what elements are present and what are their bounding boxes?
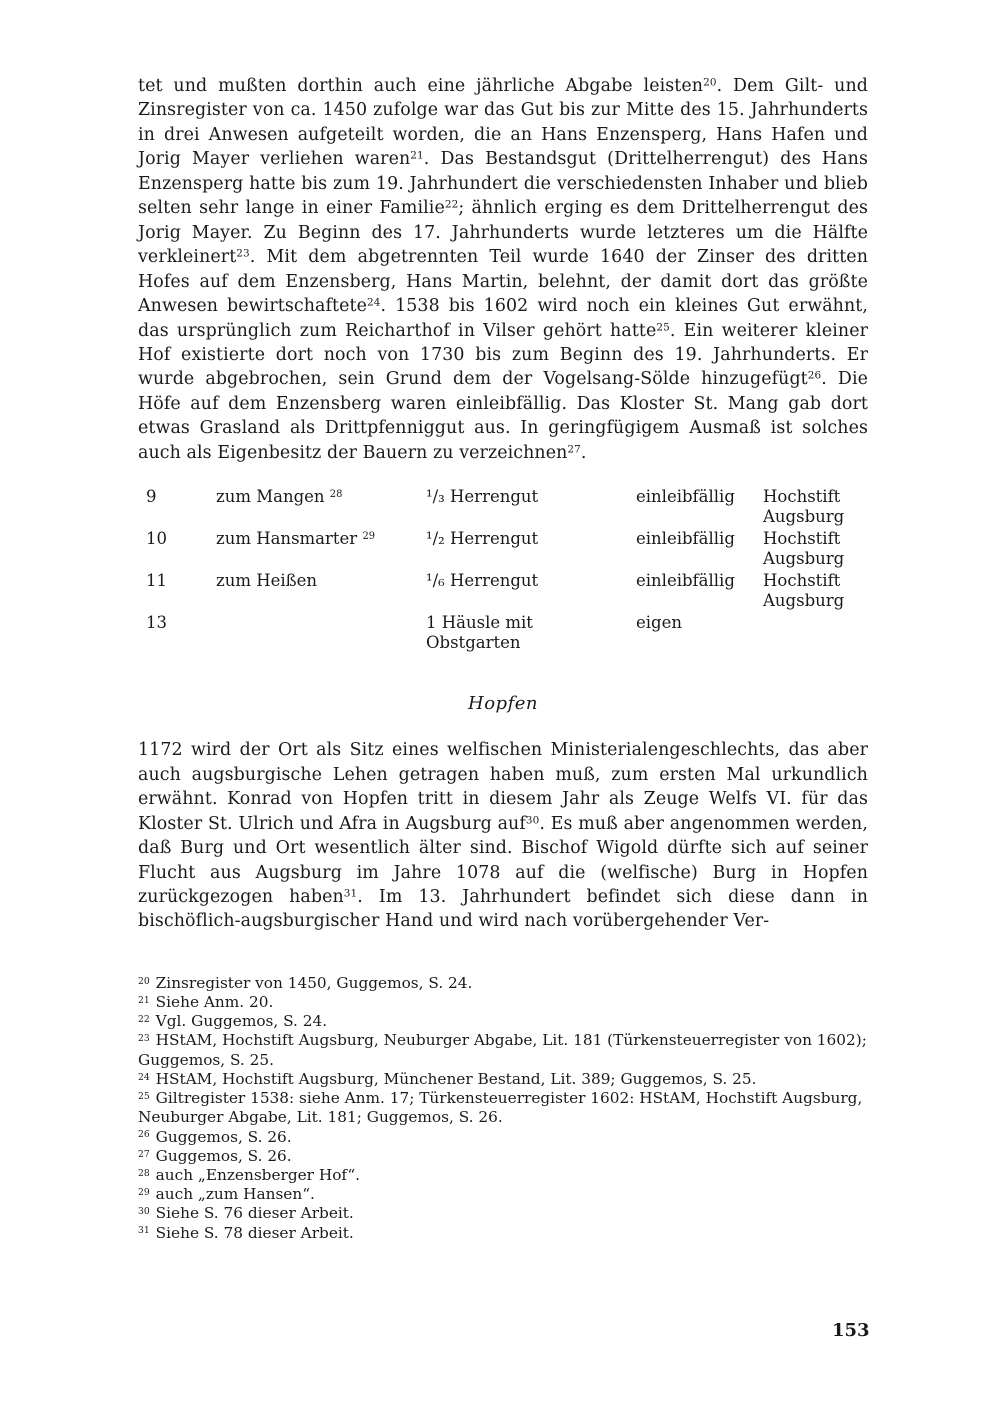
- footnote-text: auch „zum Hansen“.: [155, 1185, 315, 1204]
- footnote: [138, 1204, 868, 1223]
- footnote-number: 20: [138, 975, 150, 987]
- footnote: [138, 1128, 868, 1147]
- holding-status: einleibfällig: [636, 529, 735, 549]
- footnote-text: Giltregister 1538: siehe Anm. 17; Türkensteuerregister 1602: HStAM, Hochstift Augsburg, Neuburger Abgabe, Lit. 181; Guggemos, S. 26.: [138, 1089, 863, 1127]
- holding-owner: Hochstift Augsburg: [763, 487, 845, 527]
- footnote: [138, 1185, 868, 1204]
- holding-type: ¹/₆ Herrengut: [426, 571, 539, 591]
- footnote-number: 29: [138, 1186, 150, 1198]
- footnote-ref: 20: [703, 76, 717, 89]
- holding-name-text: zum Hansmarter: [216, 529, 358, 549]
- footnote-number: 30: [138, 1206, 150, 1218]
- footnote-ref: 21: [410, 149, 424, 162]
- footnote-text: auch „Enzensberger Hof“.: [155, 1165, 361, 1184]
- text-run: . Ein weiterer kleiner Hof existierte dort noch von 1730 bis zum Beginn des 19. Jahrhunderts. Er wurde abgebrochen, sein Grund dem der Vogelsang-Sölde hinzugefügt: [138, 320, 868, 390]
- text-run: 1172 wird der Ort als Sitz eines welfischen Ministerialengeschlechts, das aber auch augsburgische Lehen getragen haben muß, zum ersten Mal urkundlich erwähnt. Konrad von Hopfen tritt in diesem Jahr als Zeuge Welfs VI. für das Kloster St. Ulrich und Afra in Augsburg auf: [138, 740, 868, 834]
- footnote: [138, 1166, 868, 1185]
- text-run: . Es muß aber angenommen werden, daß Burg und Ort wesentlich älter sind. Bischof Wigold dürfte sich auf seiner Flucht aus Augsburg im Jahre 1078 auf die (welfische) Burg in Hopfen zurückgezogen haben: [138, 813, 868, 907]
- footnote-text: HStAM, Hochstift Augsburg, Neuburger Abgabe, Lit. 181 (Türkensteuerregister von 1602); Guggemos, S. 25.: [138, 1031, 867, 1069]
- holding-row: [138, 613, 868, 663]
- holding-status: eigen: [636, 613, 682, 633]
- holding-owner: Hochstift Augsburg: [763, 571, 845, 611]
- holding-type: ¹/₂ Herrengut: [426, 529, 539, 549]
- holding-row: [138, 571, 868, 613]
- footnote: [138, 993, 868, 1012]
- holding-type: 1 Häusle mit Obstgarten: [426, 613, 533, 653]
- footnote-ref: 24: [366, 296, 381, 309]
- holding-owner: Hochstift Augsburg: [763, 529, 845, 569]
- footnote-text: Guggemos, S. 26.: [155, 1146, 292, 1165]
- footnote-number: 22: [138, 1014, 150, 1026]
- footnote-text: Guggemos, S. 26.: [155, 1127, 292, 1146]
- holding-number: 11: [146, 571, 167, 591]
- footnote-ref: 30: [525, 813, 540, 826]
- holding-number: 9: [146, 487, 157, 507]
- holding-name-text: zum Heißen: [216, 571, 318, 591]
- footnote: [138, 974, 868, 993]
- footnotes: [138, 974, 868, 1243]
- holding-row: [138, 529, 868, 571]
- footnote: [138, 1012, 868, 1031]
- text-run: . Dem Gilt- und Zinsregister von ca. 1450 zufolge war das Gut bis zur Mitte des 15. Jahrhunderts in drei Anwesen aufgeteilt worden, die an Hans Enzensperg, Hans Hafen und Jorig Mayer verliehen waren: [138, 76, 868, 170]
- text-run: .: [580, 442, 587, 463]
- footnote-text: HStAM, Hochstift Augsburg, Münchener Bestand, Lit. 389; Guggemos, S. 25.: [155, 1069, 757, 1088]
- holding-name: [216, 571, 416, 591]
- footnote-text: Siehe Anm. 20.: [155, 993, 274, 1012]
- holding-name: [216, 529, 416, 549]
- footnote-number: 28: [138, 1167, 150, 1179]
- text-run: . 1538 bis 1602 wird noch ein kleines Gut erwähnt, das ursprünglich zum Reicharthof in Vilser gehört hatte: [138, 296, 868, 341]
- holding-type: ¹/₃ Herrengut: [426, 487, 539, 507]
- footnote-ref: 26: [807, 369, 822, 382]
- holdings-table: [138, 487, 868, 663]
- text-run: . Die Höfe auf dem Enzensberg waren einleibfällig. Das Kloster St. Mang gab dort etwas Grasland als Drittpfenniggut aus. In geringfügigem Ausmaß ist solches auch als Eigenbesitz der Bauern zu verzeichnen: [138, 369, 868, 463]
- footnote: [138, 1147, 868, 1166]
- footnote-number: 21: [138, 994, 150, 1006]
- footnote-ref: 22: [444, 198, 459, 211]
- page-content: [138, 74, 868, 1243]
- footnote-number: 31: [138, 1225, 150, 1237]
- footnote: [138, 1070, 868, 1089]
- holding-status: einleibfällig: [636, 571, 735, 591]
- footnote-number: 26: [138, 1129, 150, 1141]
- footnote-ref: 27: [567, 443, 581, 456]
- footnote: [138, 1224, 868, 1243]
- text-run: . Das Bestandsgut (Drittelherrengut) des Hans Enzensperg hatte bis zum 19. Jahrhundert die verschiedensten Inhaber und blieb selten sehr lange in einer Familie: [138, 149, 868, 219]
- holding-status: einleibfällig: [636, 487, 735, 507]
- text-run: . Im 13. Jahrhundert befindet sich diese dann in bischöflich-augsburgischer Hand und wird nach vorübergehender Ver-: [138, 886, 868, 932]
- footnote-number: 23: [138, 1033, 150, 1045]
- footnote-text: Siehe S. 76 dieser Arbeit.: [155, 1204, 354, 1223]
- footnote-text: Zinsregister von 1450, Guggemos, S. 24.: [155, 973, 473, 992]
- paragraph-hopfen: [138, 738, 868, 934]
- holding-row: [138, 487, 868, 529]
- paragraph-enzensberg: [138, 74, 868, 465]
- holding-number: 10: [146, 529, 167, 549]
- section-heading: Hopfen: [468, 693, 538, 715]
- holding-name: [216, 487, 416, 507]
- footnote-text: Siehe S. 78 dieser Arbeit.: [155, 1223, 354, 1242]
- page-number: 153: [832, 1320, 870, 1341]
- footnote: [138, 1031, 868, 1069]
- text-run: ; ähnlich erging es dem Drittelherrengut des Jorig Mayer. Zu Beginn des 17. Jahrhunderts wurde letzteres um die Hälfte verkleinert: [138, 198, 869, 268]
- footnote: [138, 1089, 868, 1127]
- footnote-number: 27: [138, 1148, 150, 1160]
- text-run: tet und mußten dorthin auch eine jährliche Abgabe leisten: [138, 76, 704, 96]
- footnote-number: 24: [138, 1071, 150, 1083]
- footnote-ref: 31: [343, 887, 358, 900]
- footnote-text: Vgl. Guggemos, S. 24.: [155, 1012, 328, 1031]
- text-run: . Mit dem abgetrennten Teil wurde 1640 der Zinser des dritten Hofes auf dem Enzensberg, Hans Martin, belehnt, der damit dort das größte Anwesen bewirtschaftete: [138, 247, 868, 317]
- footnote-ref: 25: [656, 320, 670, 333]
- footnote-ref: 29: [362, 531, 376, 543]
- footnote-ref: 23: [236, 247, 250, 260]
- holding-name-text: zum Mangen: [216, 487, 325, 507]
- footnote-number: 25: [138, 1090, 150, 1102]
- holding-number: 13: [146, 613, 167, 633]
- footnote-ref: 28: [329, 489, 343, 501]
